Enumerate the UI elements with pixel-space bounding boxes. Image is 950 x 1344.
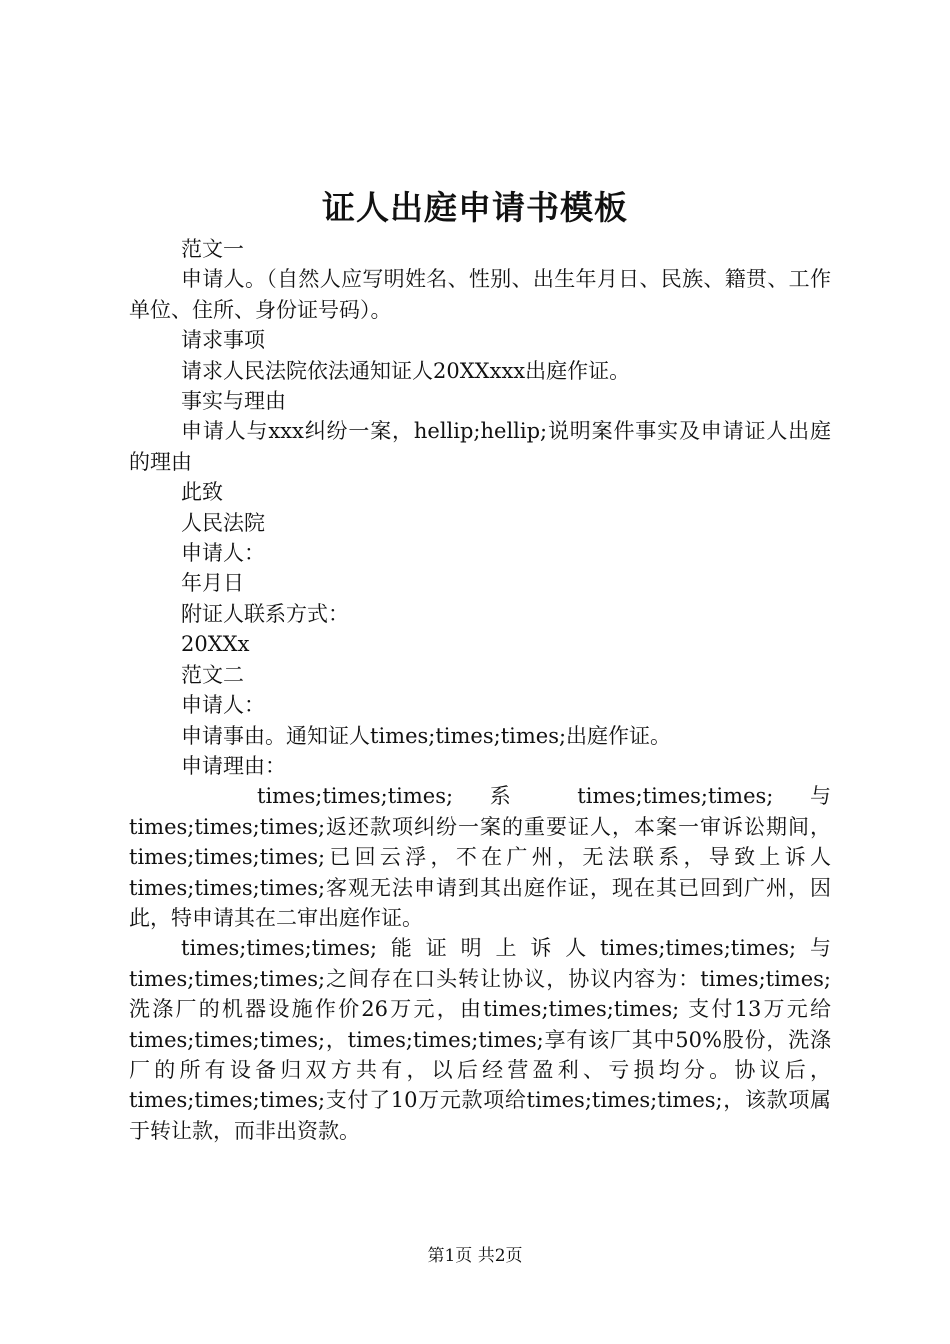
paragraph: 申请人与xxx纠纷一案，hellip;hellip;说明案件事实及申请证人出庭的理由 (129, 419, 831, 474)
section-heading: 事实与理由 (181, 389, 286, 414)
paragraph: 年月日 (181, 571, 244, 596)
document-title: 证人出庭申请书模板 (322, 188, 628, 227)
paragraph: 20XXx (181, 632, 250, 657)
paragraph: 此致 (181, 480, 223, 505)
paragraph: 请求人民法院依法通知证人20XXxxx出庭作证。 (181, 358, 631, 383)
paragraph: 申请理由： (181, 753, 286, 778)
paragraph: 申请事由。通知证人times;times;times;出庭作证。 (181, 723, 672, 748)
page-footer: 第1页 共2页 (427, 1246, 523, 1266)
section-heading: 范文二 (181, 662, 244, 687)
paragraph: 附证人联系方式： (181, 601, 349, 626)
section-heading: 请求事项 (181, 328, 265, 353)
paragraph: 人民法院 (181, 510, 265, 535)
section-heading: 范文一 (181, 237, 244, 261)
paragraph: 申请人： (181, 541, 265, 566)
paragraph: 申请人： (181, 693, 265, 718)
paragraph: times;times;times;能证明上诉人times;times;times;与times;times;times;之间存在口头转让协议，协议内容为：times;times;洗涤厂的机器设施作价26万元，由times;times;times; 支付13万元给times;times;times;，times;times;times;享有该厂其中50%股份，洗涤厂的所有设备归双方共有，以后经营盈利、亏损均分。协议后，times;times;times;支付了10万元款项给times;times;times;，该款项属于转让款，而非出资款。 (129, 936, 831, 1143)
document-body (129, 234, 831, 1146)
paragraph: times;times;times; 系 times;times;times; 与times;times;times;返还款项纠纷一案的重要证人，本案一审诉讼期间，times;times;times;已回云浮，不在广州，无法联系，导致上诉人times;times;times;客观无法申请到其出庭作证，现在其已回到广州，因此，特申请其在二审出庭作证。 (129, 784, 831, 930)
paragraph: 申请人。（自然人应写明姓名、性别、出生年月日、民族、籍贯、工作单位、住所、身份证号码）。 (129, 267, 831, 322)
